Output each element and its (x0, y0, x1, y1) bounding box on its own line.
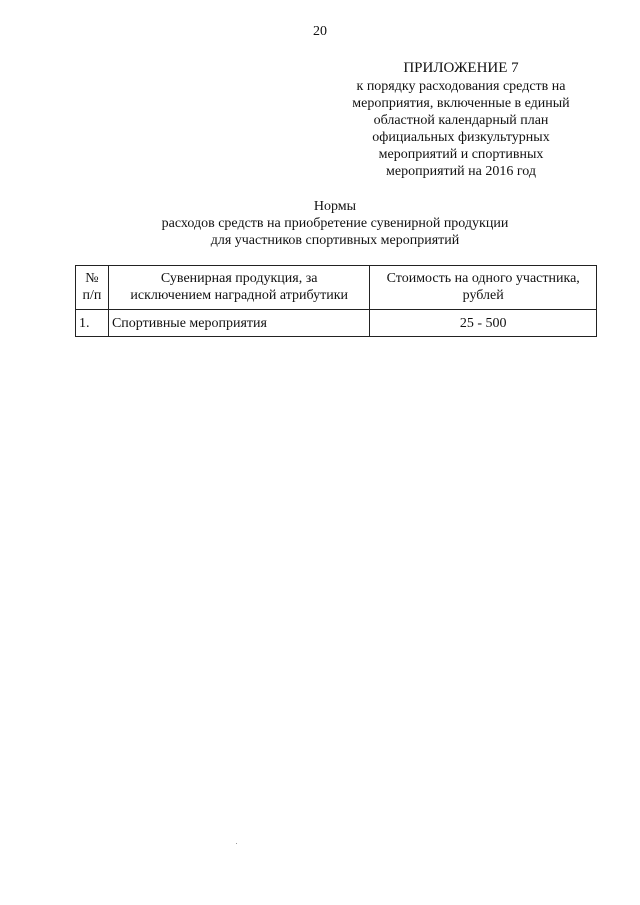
appendix-line: официальных физкультурных (372, 130, 550, 145)
appendix-line: мероприятий и спортивных (378, 147, 544, 162)
cell-cost: 25 - 500 (370, 310, 597, 337)
header-num-line: № (85, 271, 99, 286)
scan-speck (236, 843, 237, 844)
appendix-line: мероприятий на 2016 год (386, 164, 536, 179)
norms-table (75, 265, 597, 337)
header-product-line: исключением наградной атрибутики (130, 288, 349, 303)
appendix-line: областной календарный план (373, 113, 549, 128)
appendix-line: к порядку расходования средств на (356, 79, 566, 94)
table-row (76, 310, 597, 337)
cell-product: Спортивные мероприятия (108, 310, 369, 337)
header-cost-line: Стоимость на одного участника, (386, 271, 580, 286)
header-product (108, 266, 369, 310)
page-number: 20 (313, 24, 327, 39)
header-num (76, 266, 109, 310)
header-num-line: п/п (82, 288, 102, 303)
header-product-line: Сувенирная продукция, за (160, 271, 318, 286)
table-header-row (76, 266, 597, 310)
appendix-line: мероприятия, включенные в единый (352, 96, 570, 111)
header-cost (370, 266, 597, 310)
appendix-title: ПРИЛОЖЕНИЕ 7 (403, 60, 519, 76)
cell-num: 1. (76, 310, 109, 337)
header-cost-line: рублей (462, 288, 504, 303)
document-heading (80, 198, 590, 249)
heading-line: расходов средств на приобретение сувенирной продукции (161, 216, 509, 231)
heading-title: Нормы (313, 199, 357, 214)
heading-line: для участников спортивных мероприятий (210, 233, 460, 248)
appendix-block (326, 60, 596, 180)
